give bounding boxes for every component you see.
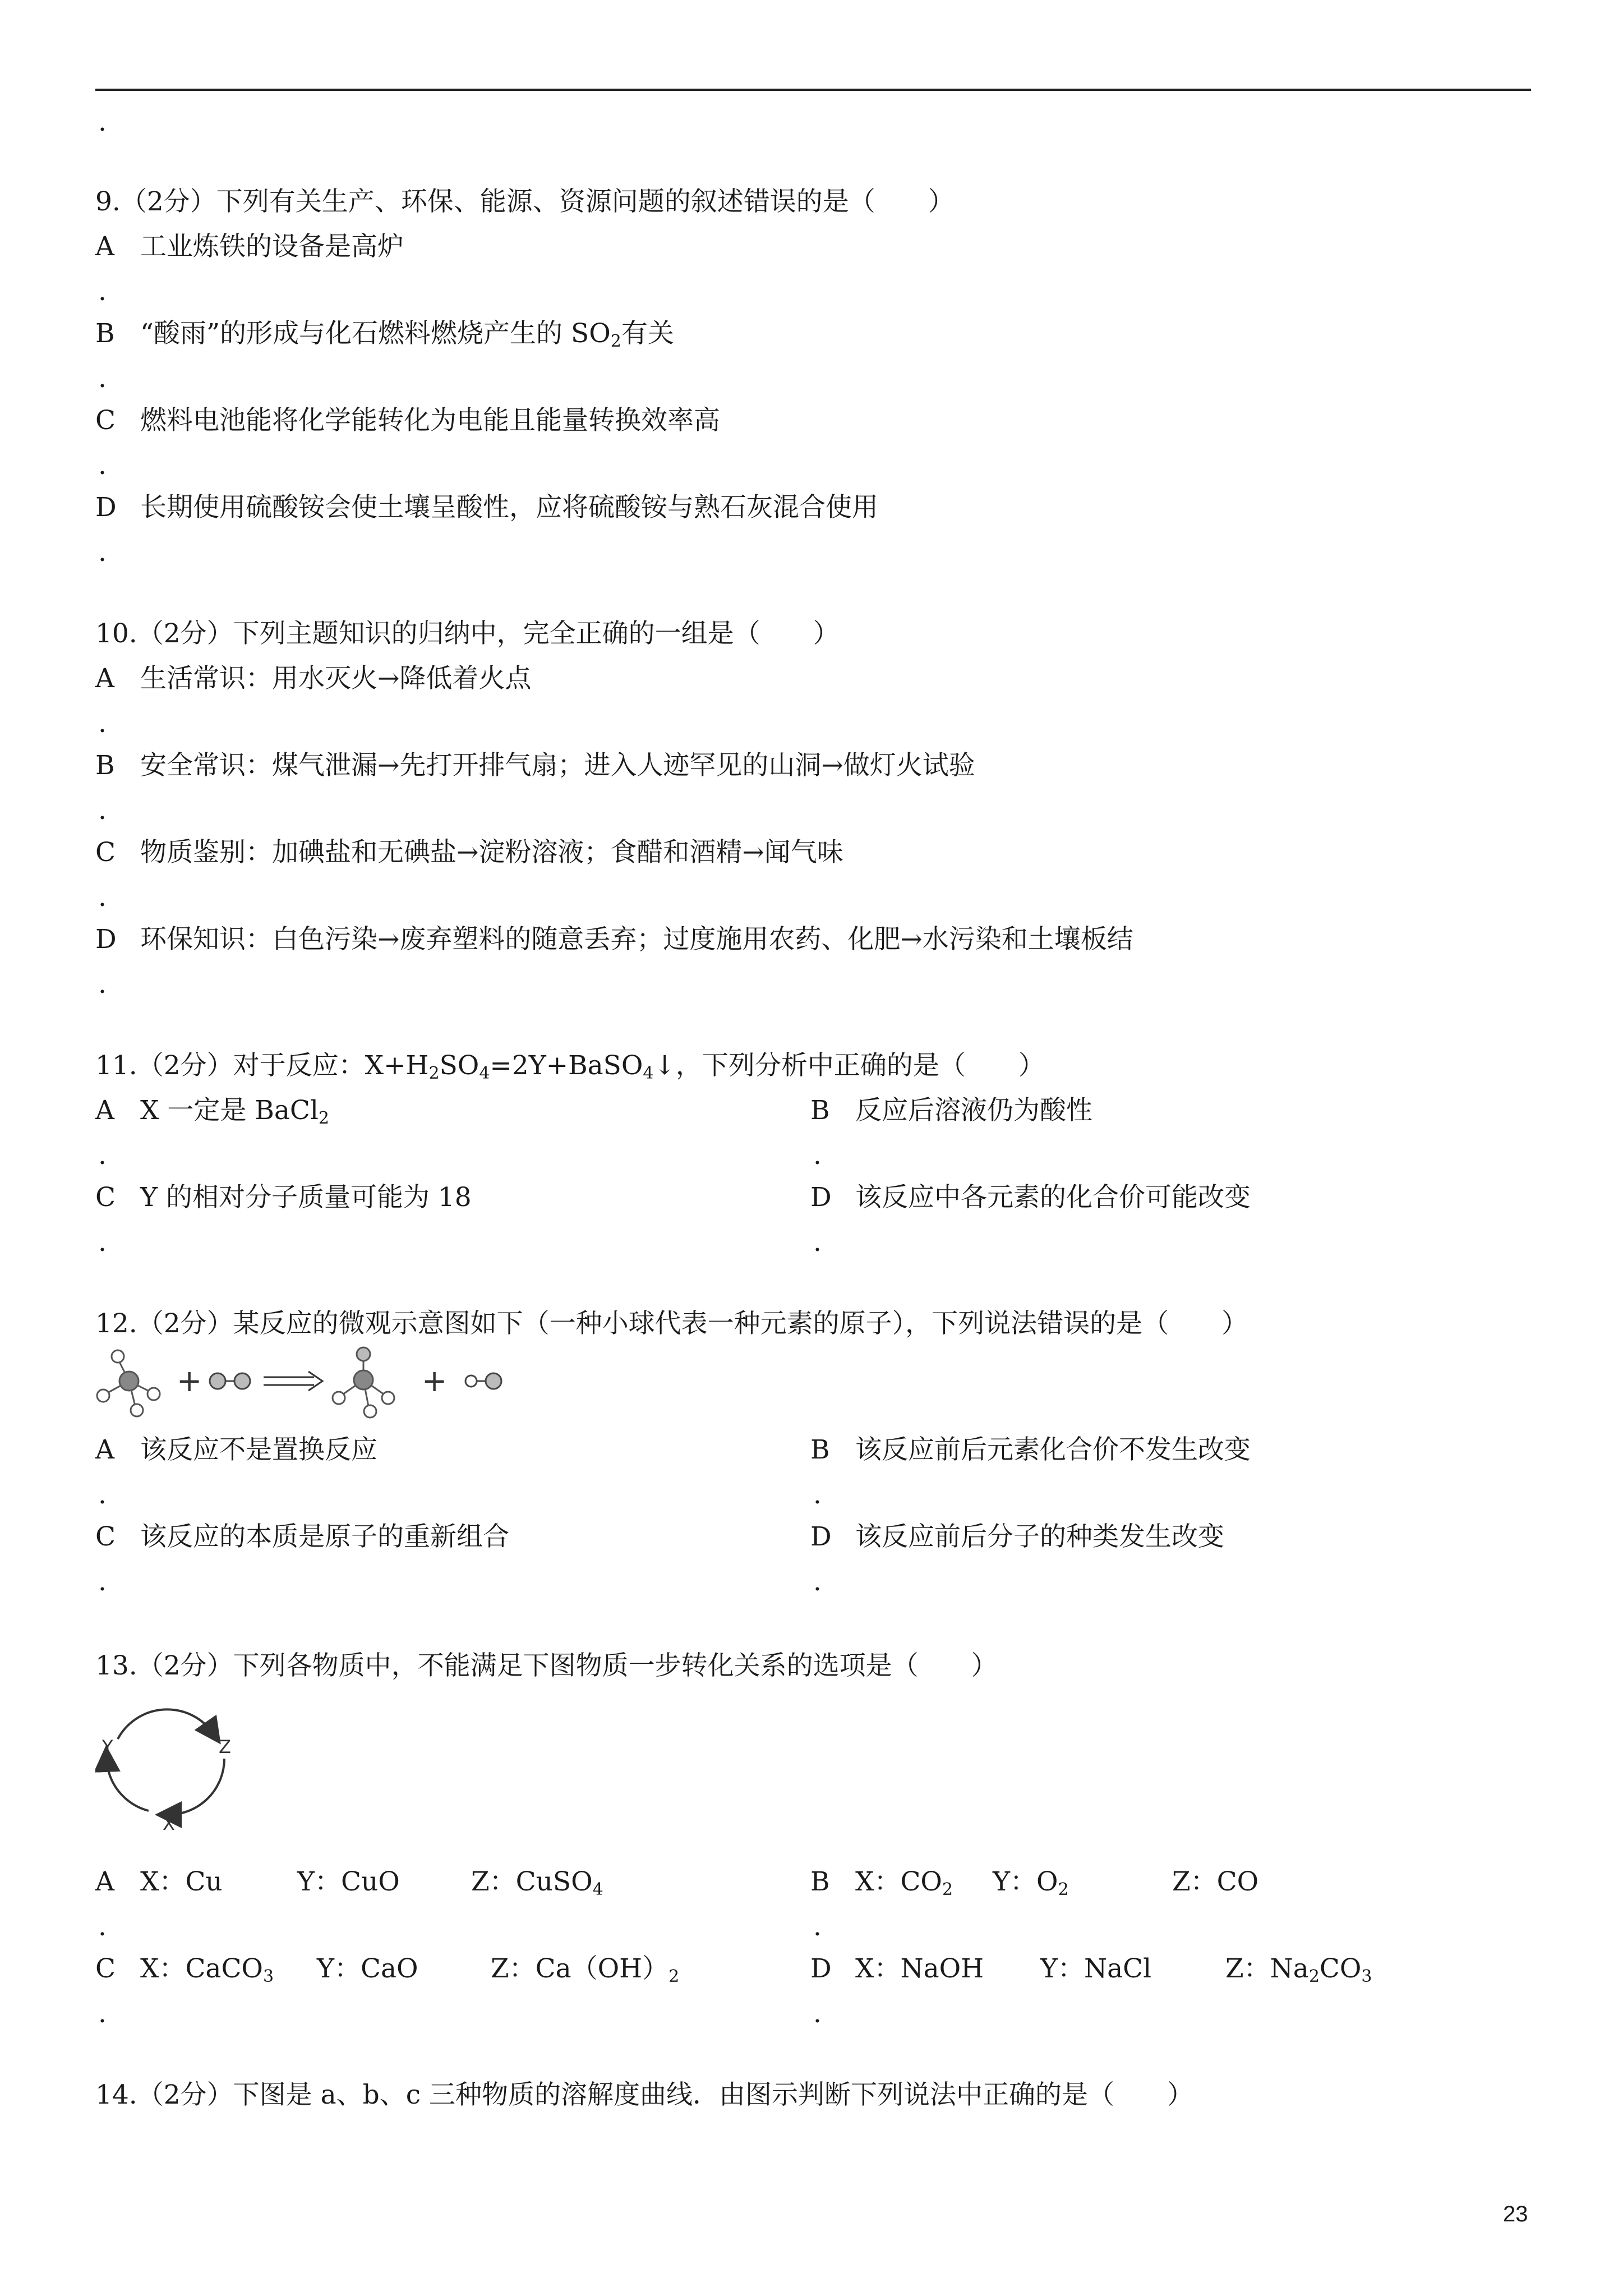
option-letter: D <box>95 924 117 955</box>
option-letter: D <box>95 492 117 523</box>
reactant-molecule-1 <box>97 1350 160 1416</box>
subscript: 4 <box>592 1880 603 1899</box>
option-letter: C <box>95 837 116 868</box>
subscript: 2 <box>610 332 621 351</box>
q9-option-d[interactable] <box>95 491 878 524</box>
option-text: 生活常识：用水灭火→降低着火点 <box>140 663 532 694</box>
option-text: 安全常识：煤气泄漏→先打开排气扇；进入人迹罕见的山洞→做灯火试验 <box>140 750 975 781</box>
option-dot: . <box>98 1911 107 1942</box>
page-number: 23 <box>1503 2202 1528 2226</box>
option-text: “酸雨”的形成与化石燃料燃烧产生的 SO <box>140 318 611 349</box>
option-letter: C <box>95 1953 116 1984</box>
arrow-z-to-x <box>168 1759 224 1815</box>
reaction-arrow <box>264 1372 322 1391</box>
question-10-stem: 10.（2分）下列主题知识的归纳中，完全正确的一组是（ ） <box>95 618 840 649</box>
header-rule <box>95 89 1531 91</box>
option-dot: . <box>813 1227 822 1258</box>
q11-option-b[interactable] <box>810 1094 1092 1128</box>
plus-sign: + <box>422 1363 448 1398</box>
option-letter: C <box>95 1521 116 1552</box>
option-letter: C <box>95 1182 116 1213</box>
reaction-microscopic-diagram <box>95 1346 522 1419</box>
stem-text: =2Y+BaSO <box>490 1050 643 1081</box>
q10-option-c[interactable] <box>95 836 843 869</box>
question-9-stem: 9.（2分）下列有关生产、环保、能源、资源问题的叙述错误的是（ ） <box>95 186 955 217</box>
subscript: 4 <box>643 1064 654 1083</box>
option-text: 工业炼铁的设备是高炉 <box>140 231 404 262</box>
option-z: Z：Ca（OH） <box>491 1953 669 1984</box>
subscript: 3 <box>1361 1967 1372 1986</box>
option-text: 环保知识：白色污染→废弃塑料的随意丢弃；过度施用农药、化肥→水污染和土壤板结 <box>140 924 1133 955</box>
option-text: 该反应的本质是原子的重新组合 <box>140 1521 509 1552</box>
subscript: 3 <box>262 1967 274 1986</box>
q12-option-b[interactable] <box>810 1433 1251 1467</box>
option-z: CO <box>1319 1953 1362 1984</box>
option-dot: . <box>813 1140 822 1171</box>
option-letter: B <box>810 1095 830 1126</box>
option-text: 有关 <box>621 318 674 349</box>
option-y: Y：NaCl <box>1040 1953 1152 1984</box>
subscript: 2 <box>1308 1967 1320 1986</box>
stem-text: ↓，下列分析中正确的是（ ） <box>653 1050 1045 1081</box>
option-letter: B <box>95 318 115 349</box>
node-label-z: Z <box>219 1736 231 1757</box>
option-dot: . <box>98 795 107 826</box>
subscript: 2 <box>428 1064 440 1083</box>
subscript: 2 <box>668 1967 680 1986</box>
option-text: X 一定是 BaCl <box>140 1095 319 1126</box>
option-dot: . <box>98 276 107 307</box>
option-letter: A <box>95 1866 114 1897</box>
reactant-molecule-2 <box>210 1373 250 1389</box>
stem-text: 11.（2分）对于反应：X+H <box>95 1050 429 1081</box>
option-y: Y：O <box>993 1866 1058 1897</box>
plus-sign: + <box>177 1363 202 1398</box>
option-y: Y：CuO <box>297 1866 400 1897</box>
q13-option-d[interactable] <box>810 1952 1372 1986</box>
option-text: 该反应中各元素的化合价可能改变 <box>855 1182 1251 1213</box>
option-letter: C <box>95 405 116 436</box>
option-y: Y：CaO <box>317 1953 418 1984</box>
option-text: 长期使用硫酸铵会使土壤呈酸性，应将硫酸铵与熟石灰混合使用 <box>140 492 878 523</box>
option-dot: . <box>98 708 107 739</box>
option-dot: . <box>98 537 107 568</box>
option-x: X：CO <box>855 1866 942 1897</box>
option-letter: A <box>95 663 114 694</box>
q13-option-c[interactable] <box>95 1952 679 1986</box>
stem-text: SO <box>439 1050 479 1081</box>
option-dot: . <box>98 1479 107 1510</box>
option-dot: . <box>98 969 107 1000</box>
q12-option-c[interactable] <box>95 1520 509 1554</box>
option-letter: A <box>95 231 114 262</box>
option-text: Y 的相对分子质量可能为 18 <box>140 1182 472 1213</box>
option-text: 该反应前后元素化合价不发生改变 <box>855 1434 1251 1465</box>
option-z: Z：CO <box>1172 1866 1259 1897</box>
question-12-stem: 12.（2分）某反应的微观示意图如下（一种小球代表一种元素的原子），下列说法错误的是（ ） <box>95 1308 1248 1339</box>
option-z: Z：CuSO <box>471 1866 593 1897</box>
subscript: 2 <box>1058 1880 1069 1899</box>
option-dot: . <box>98 882 107 913</box>
option-letter: B <box>810 1434 830 1465</box>
option-z: Z：Na <box>1225 1953 1309 1984</box>
option-dot: . <box>98 1566 107 1597</box>
option-dot: . <box>813 1566 822 1597</box>
q11-option-c[interactable] <box>95 1181 472 1214</box>
option-x: X：Cu <box>140 1866 223 1897</box>
conversion-cycle-diagram <box>95 1700 247 1834</box>
option-text: 该反应前后分子的种类发生改变 <box>855 1521 1224 1552</box>
q9-option-a[interactable] <box>95 230 404 264</box>
option-letter: D <box>810 1182 832 1213</box>
subscript: 2 <box>942 1880 953 1899</box>
arrow-y-to-z <box>118 1709 213 1739</box>
option-dot: . <box>98 1140 107 1171</box>
node-label-x: X <box>163 1813 175 1834</box>
product-molecule-1 <box>333 1347 394 1418</box>
question-13-stem: 13.（2分）下列各物质中，不能满足下图物质一步转化关系的选项是（ ） <box>95 1650 998 1681</box>
question-14-stem: 14.（2分）下图是 a、b、c 三种物质的溶解度曲线．由图示判断下列说法中正确的是（ ） <box>95 2079 1193 2110</box>
option-letter: D <box>810 1953 832 1984</box>
option-dot: . <box>813 1911 822 1942</box>
q11-option-d[interactable] <box>810 1181 1251 1214</box>
lead-dot: . <box>98 107 107 137</box>
option-letter: A <box>95 1095 114 1126</box>
arrow-x-to-y <box>107 1759 149 1811</box>
option-text: 该反应不是置换反应 <box>140 1434 377 1465</box>
option-letter: D <box>810 1521 832 1552</box>
q13-option-a[interactable] <box>95 1865 603 1899</box>
option-dot: . <box>813 1998 822 2029</box>
option-text: 反应后溶液仍为酸性 <box>855 1095 1092 1126</box>
option-dot: . <box>98 363 107 394</box>
option-dot: . <box>98 1227 107 1258</box>
subscript: 4 <box>479 1064 490 1083</box>
option-dot: . <box>813 1479 822 1510</box>
node-label-y: Y <box>102 1736 113 1757</box>
option-text: 物质鉴别：加碘盐和无碘盐→淀粉溶液；食醋和酒精→闻气味 <box>140 837 843 868</box>
q12-option-d[interactable] <box>810 1520 1224 1554</box>
q9-option-b[interactable] <box>95 317 674 351</box>
option-letter: B <box>95 750 115 781</box>
option-letter: A <box>95 1434 114 1465</box>
q10-option-b[interactable] <box>95 749 975 783</box>
q9-option-c[interactable] <box>95 404 720 438</box>
option-x: X：NaOH <box>855 1953 984 1984</box>
q10-option-a[interactable] <box>95 662 531 696</box>
q13-option-b[interactable] <box>810 1865 1258 1899</box>
option-dot: . <box>98 450 107 481</box>
option-dot: . <box>98 1998 107 2029</box>
option-text: 燃料电池能将化学能转化为电能且能量转换效率高 <box>140 405 720 436</box>
product-molecule-2 <box>465 1373 501 1389</box>
q11-option-a[interactable] <box>95 1094 329 1128</box>
question-11-stem <box>95 1049 1045 1083</box>
q12-option-a[interactable] <box>95 1433 377 1467</box>
option-x: X：CaCO <box>140 1953 263 1984</box>
subscript: 2 <box>318 1108 329 1128</box>
q10-option-d[interactable] <box>95 923 1133 956</box>
option-letter: B <box>810 1866 830 1897</box>
